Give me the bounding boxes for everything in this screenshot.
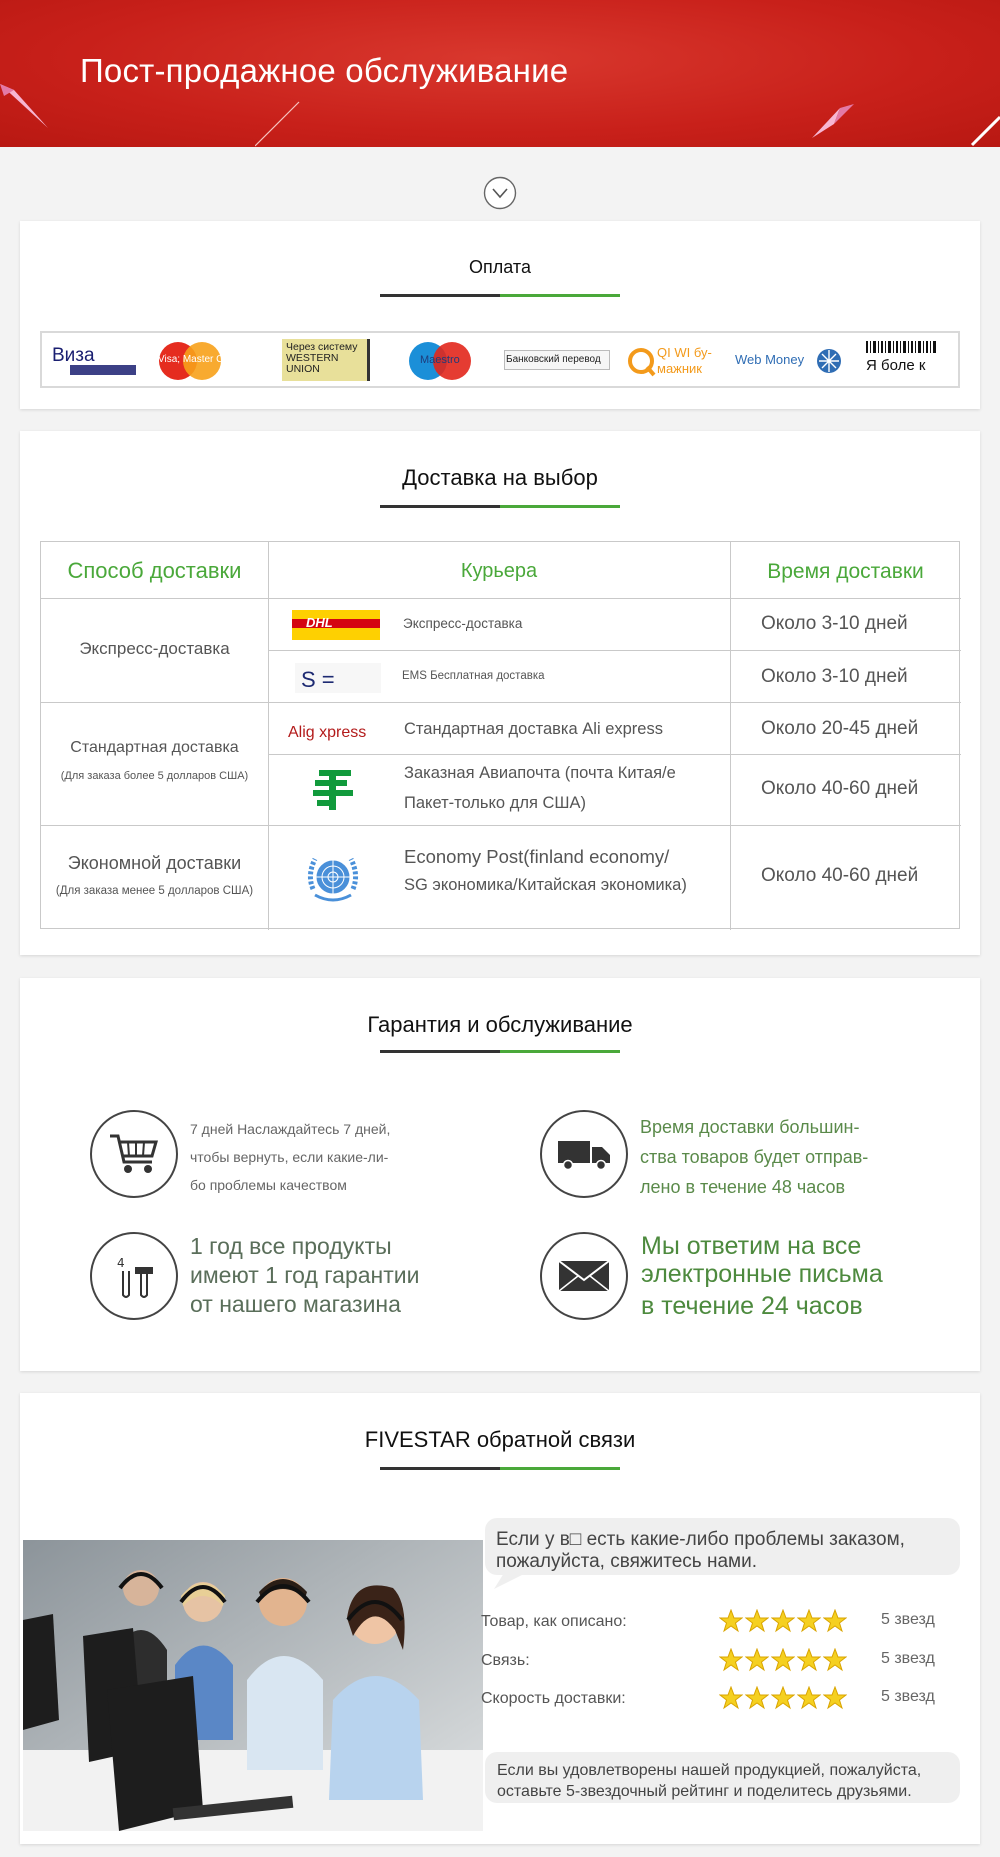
delivery-table (40, 541, 960, 929)
western-union-logo: Через систему WESTERN UNION (282, 339, 372, 381)
title-underline (380, 1467, 620, 1470)
qiwi-logo: QI WI бу- мажник (627, 339, 727, 381)
time-economy: Около 40-60 дней (761, 865, 919, 886)
decor-shard-left (0, 70, 60, 130)
shopping-cart-icon (108, 1132, 160, 1176)
page-title: Пост-продажное обслуживание (80, 52, 569, 89)
support-team-photo (23, 1540, 483, 1831)
tools-icon (109, 1251, 159, 1301)
decor-shard-right (810, 100, 860, 140)
time-chinapost: Около 40-60 дней (761, 778, 919, 799)
rating-row-communication: Связь: 5 звезд (481, 1648, 981, 1678)
header-delivery-method: Способ доставки (67, 558, 242, 583)
time-dhl: Около 3-10 дней (761, 613, 908, 634)
delivery-section (20, 431, 980, 955)
return-circle (90, 1110, 178, 1198)
header-banner (0, 0, 1000, 147)
header-courier: Курьера (460, 560, 538, 582)
guarantee-section (20, 978, 980, 1371)
ems-logo: S = (295, 663, 381, 693)
visa-logo: Виза (50, 339, 150, 381)
decor-corner (970, 115, 1000, 147)
method-economy: Экономной доставки (67, 853, 242, 873)
svg-text:4: 4 (117, 1256, 125, 1270)
decor-line (255, 100, 305, 147)
five-star-rating (719, 1686, 849, 1715)
time-aliexpress: Около 20-45 дней (761, 718, 919, 739)
star-icon (745, 1609, 769, 1633)
email-circle (540, 1232, 628, 1320)
star-icon (745, 1648, 769, 1672)
method-express: Экспресс-доставка (79, 639, 230, 658)
maestro-logo: Maestro (406, 339, 486, 381)
dhl-logo: DHL (292, 610, 380, 640)
star-icon (771, 1609, 795, 1633)
star-icon (823, 1648, 847, 1672)
mastercard-logo: Visa; Master C... (154, 339, 254, 381)
star-icon (797, 1648, 821, 1672)
warranty-text: 1 год все продукты имеют 1 год гарантии от нашего магазина (190, 1233, 420, 1317)
star-icon (719, 1686, 743, 1710)
payment-title: Оплата (469, 257, 531, 277)
star-icon (719, 1648, 743, 1672)
payment-section (20, 221, 980, 409)
header-delivery-time: Время доставки (767, 560, 924, 583)
star-icon (771, 1648, 795, 1672)
payment-methods-strip (40, 331, 960, 388)
carrier-chinapost-line1: Заказная Авиапочта (почта Китая/е (404, 764, 676, 782)
star-icon (823, 1609, 847, 1633)
rating-row-shipping-speed: Скорость доставки: 5 звезд (481, 1686, 981, 1716)
chevron-down-icon[interactable] (483, 176, 517, 210)
aliexpress-logo: Alig xpress (288, 724, 367, 741)
time-ems: Около 3-10 дней (761, 666, 908, 687)
return-policy-text: 7 дней Наслаждайтесь 7 дней, чтобы вернуть, если какие-ли- бо проблемы качеством (190, 1121, 391, 1193)
method-standard: Стандартная доставка (70, 739, 239, 756)
webmoney-logo: Web Money (735, 339, 845, 381)
star-icon (823, 1686, 847, 1710)
delivery-title: Доставка на выбор (402, 465, 598, 490)
carrier-aliexpress: Стандартная доставка Ali express (404, 720, 663, 738)
china-post-logo (311, 768, 357, 812)
warranty-circle (90, 1232, 178, 1320)
shipping-time-text: Время доставки большин- ства товаров будет отправ- лено в течение 48 часов (640, 1117, 869, 1197)
leave-rating-bubble: Если вы удовлетворены нашей продукцией, пожалуйста, оставьте 5-звездочный рейтинг и поделитесь друзьями. (485, 1752, 960, 1803)
feedback-section (20, 1393, 980, 1844)
title-underline (380, 294, 620, 297)
bank-transfer-logo: Банковский перевод (502, 339, 612, 381)
title-underline (380, 505, 620, 508)
guarantee-title: Гарантия и обслуживание (367, 1012, 633, 1037)
method-economy-note: (Для заказа менее 5 долларов США) (55, 885, 254, 897)
un-emblem-logo (303, 851, 363, 907)
carrier-economy-line1: Economy Post(finland economy/ (404, 846, 670, 867)
carrier-economy-line2: SG экономика/Китайская экономика) (404, 876, 687, 894)
star-icon (719, 1609, 743, 1633)
star-icon (771, 1686, 795, 1710)
five-star-rating (719, 1609, 849, 1638)
carrier-dhl: Экспресс-доставка (403, 616, 523, 631)
carrier-ems: EMS Бесплатная доставка (402, 670, 545, 682)
feedback-title: FIVESTAR обратной связи (364, 1427, 636, 1452)
star-icon (797, 1686, 821, 1710)
email-response-text: Мы ответим на все электронные письма в течение 24 часов (641, 1232, 883, 1320)
shipping-circle (540, 1110, 628, 1198)
carrier-chinapost-line2: Пакет-только для США) (404, 794, 587, 812)
method-standard-note: (Для заказа более 5 долларов США) (60, 770, 249, 782)
truck-icon (556, 1137, 612, 1171)
bubble-tail (490, 1573, 530, 1591)
contact-us-bubble: Если у в□ есть какие-либо проблемы заказом, пожалуйста, свяжитесь нами. (485, 1518, 960, 1575)
star-icon (745, 1686, 769, 1710)
title-underline (380, 1050, 620, 1053)
boleto-logo: Я боле к (864, 339, 944, 381)
five-star-rating (719, 1648, 849, 1677)
rating-row-item-as-described: Товар, как описано: 5 звезд (481, 1609, 981, 1639)
envelope-icon (558, 1258, 610, 1294)
star-icon (797, 1609, 821, 1633)
